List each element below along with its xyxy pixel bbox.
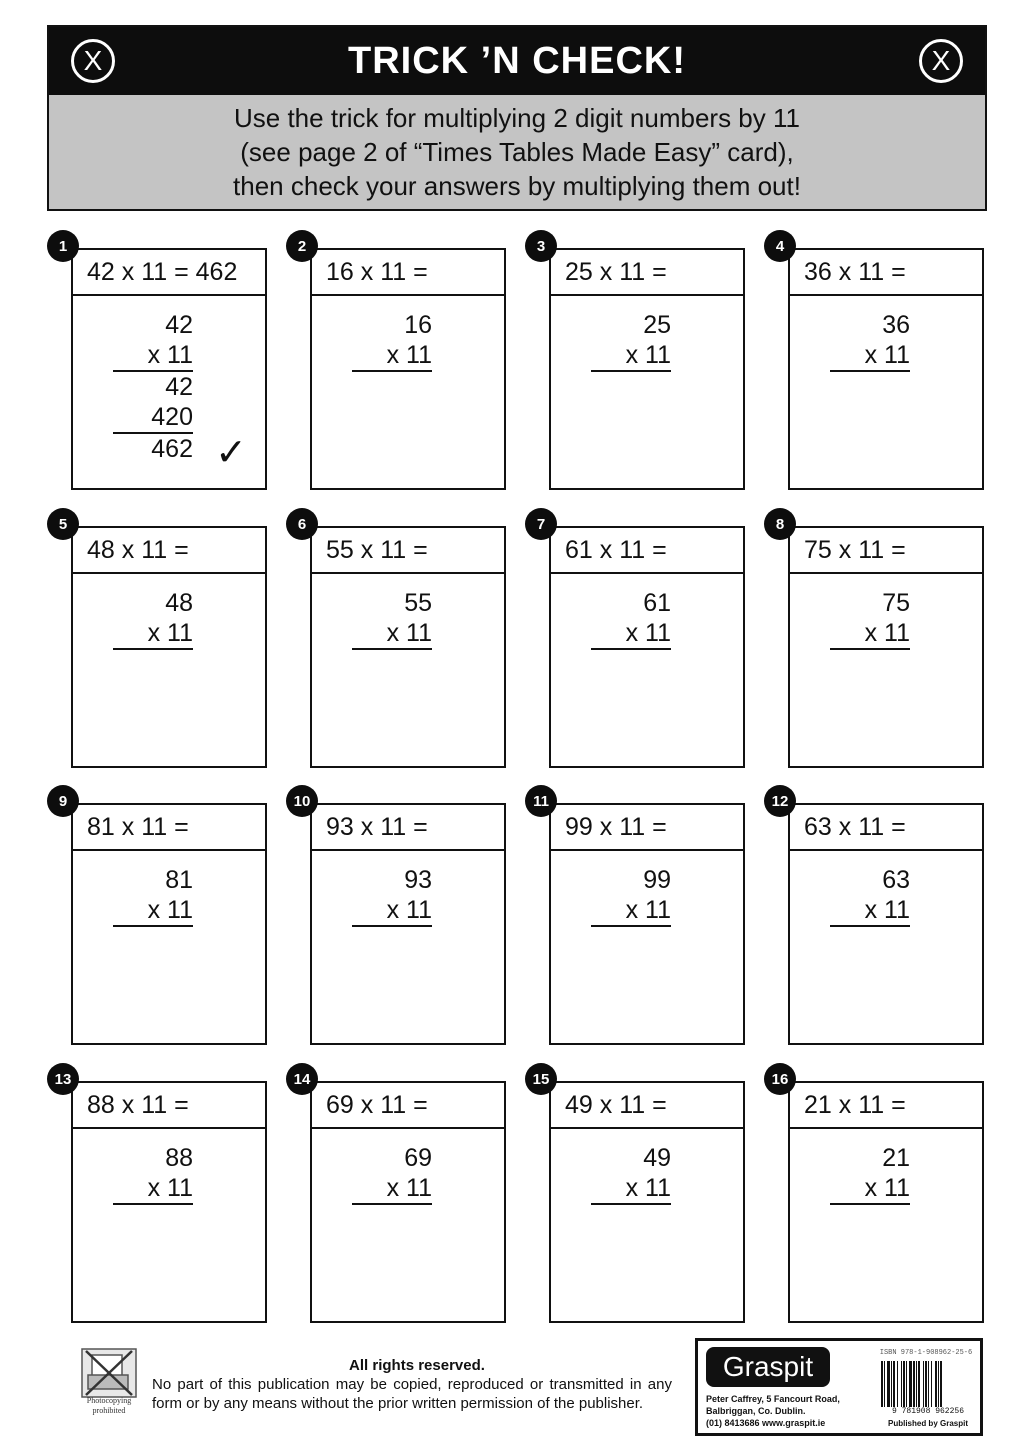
instruction-line: then check your answers by multiplying them out! <box>233 171 801 201</box>
x-badge-right-icon: X <box>919 39 963 83</box>
working-line: 21 <box>882 1144 910 1172</box>
exercise-number: 15 <box>525 1063 557 1095</box>
working-line: 99 <box>643 866 671 894</box>
isbn-label: ISBN 978-1-908962-25-6 <box>879 1349 973 1357</box>
working-column <box>352 1143 432 1205</box>
publisher-address <box>706 1393 866 1429</box>
working-column <box>830 1143 910 1205</box>
working-line: x 11 <box>113 340 193 372</box>
working-line: x 11 <box>352 1173 432 1205</box>
exercise-question: 99 x 11 = <box>551 805 743 851</box>
working-line: x 11 <box>830 340 910 372</box>
working-line: 63 <box>882 866 910 894</box>
exercise-card <box>58 515 267 768</box>
working-line: x 11 <box>591 618 671 650</box>
working-line: x 11 <box>591 895 671 927</box>
working-line: 42 <box>165 373 193 401</box>
answer-box[interactable] <box>788 1081 984 1323</box>
barcode-bar <box>881 1361 883 1407</box>
answer-box[interactable] <box>71 248 267 490</box>
answer-box[interactable] <box>549 248 745 490</box>
exercise-number: 11 <box>525 785 557 817</box>
exercise-question: 16 x 11 = <box>312 250 504 296</box>
exercise-card <box>775 515 984 768</box>
answer-box[interactable] <box>788 803 984 1045</box>
barcode-bar <box>893 1361 895 1407</box>
barcode-bar <box>906 1361 907 1407</box>
working-column <box>113 310 193 464</box>
barcode-bar <box>903 1361 905 1407</box>
exercise-number: 8 <box>764 508 796 540</box>
working-line: x 11 <box>591 340 671 372</box>
photocopy-label: Photocopying prohibited <box>86 1396 132 1415</box>
exercise-card <box>775 237 984 490</box>
barcode-bar <box>938 1361 939 1407</box>
barcode-number: 9 781908 962256 <box>891 1407 964 1416</box>
working-line: 48 <box>165 589 193 617</box>
check-mark-icon: ✓ <box>215 430 247 474</box>
answer-box[interactable] <box>71 803 267 1045</box>
working-column <box>591 588 671 650</box>
barcode-bar <box>935 1361 937 1407</box>
answer-box[interactable] <box>71 1081 267 1323</box>
barcode-bar <box>925 1361 927 1407</box>
answer-box[interactable] <box>310 1081 506 1323</box>
exercise-question: 36 x 11 = <box>790 250 982 296</box>
x-badge-left-icon: X <box>71 39 115 83</box>
exercise-question: 88 x 11 = <box>73 1083 265 1129</box>
rights-body: No part of this publication may be copied, reproduced or transmitted in any form or by any means without the prior written permission of the publisher. <box>152 1376 672 1412</box>
working-column <box>591 1143 671 1205</box>
exercise-question: 55 x 11 = <box>312 528 504 574</box>
rights-title: All rights reserved. <box>349 1357 485 1374</box>
barcode-bar <box>918 1361 920 1407</box>
answer-box[interactable] <box>71 526 267 768</box>
answer-box[interactable] <box>310 803 506 1045</box>
instruction-line: (see page 2 of “Times Tables Made Easy” card), <box>240 137 794 167</box>
working-line: x 11 <box>113 1173 193 1205</box>
exercise-card <box>297 237 506 490</box>
barcode-bar <box>909 1361 912 1407</box>
exercise-question: 61 x 11 = <box>551 528 743 574</box>
exercise-card <box>58 792 267 1045</box>
exercise-card <box>293 1070 506 1323</box>
working-line: x 11 <box>352 895 432 927</box>
working-line: 462 <box>151 435 193 463</box>
working-column <box>113 1143 193 1205</box>
answer-box[interactable] <box>310 248 506 490</box>
working-line: 88 <box>165 1144 193 1172</box>
barcode-bar <box>923 1361 924 1407</box>
exercise-number: 1 <box>47 230 79 262</box>
working-column <box>591 310 671 372</box>
working-line: 25 <box>643 311 671 339</box>
working-line: 42 <box>165 311 193 339</box>
barcode-bar <box>931 1361 932 1407</box>
exercise-number: 6 <box>286 508 318 540</box>
working-line: x 11 <box>352 340 432 372</box>
working-line: 61 <box>643 589 671 617</box>
instruction-line: Use the trick for multiplying 2 digit numbers by 11 <box>234 103 800 133</box>
publisher-box <box>695 1338 983 1436</box>
working-line: x 11 <box>830 895 910 927</box>
exercise-question: 75 x 11 = <box>790 528 982 574</box>
working-column <box>830 310 910 372</box>
working-line: 16 <box>404 311 432 339</box>
working-line: x 11 <box>830 1173 910 1205</box>
barcode-bar <box>940 1361 942 1407</box>
working-line: 81 <box>165 866 193 894</box>
address-line: Peter Caffrey, 5 Fancourt Road, <box>706 1394 840 1404</box>
exercise-card <box>771 1070 984 1323</box>
instructions <box>49 95 985 209</box>
answer-box[interactable] <box>788 526 984 768</box>
address-line: Balbriggan, Co. Dublin. <box>706 1406 806 1416</box>
answer-box[interactable] <box>310 526 506 768</box>
barcode-bar <box>916 1361 917 1407</box>
exercise-number: 16 <box>764 1063 796 1095</box>
answer-box[interactable] <box>788 248 984 490</box>
exercise-number: 7 <box>525 508 557 540</box>
exercise-question: 81 x 11 = <box>73 805 265 851</box>
exercise-question: 63 x 11 = <box>790 805 982 851</box>
barcode-bar <box>897 1361 898 1407</box>
working-column <box>113 865 193 927</box>
exercise-number: 9 <box>47 785 79 817</box>
working-column <box>113 588 193 650</box>
answer-box[interactable] <box>549 803 745 1045</box>
working-line: x 11 <box>352 618 432 650</box>
exercise-card <box>536 515 745 768</box>
published-by: Published by Graspit <box>887 1419 968 1428</box>
working-line: x 11 <box>830 618 910 650</box>
exercise-card <box>536 237 745 490</box>
page-title: TRICK ’N CHECK! <box>348 39 686 82</box>
exercise-number: 2 <box>286 230 318 262</box>
working-line: 69 <box>404 1144 432 1172</box>
graspit-logo: Graspit <box>706 1347 830 1387</box>
working-column <box>830 588 910 650</box>
exercise-card <box>297 515 506 768</box>
working-line: x 11 <box>113 618 193 650</box>
exercise-question: 48 x 11 = <box>73 528 265 574</box>
barcode-bar <box>887 1361 890 1407</box>
working-column <box>591 865 671 927</box>
working-line: 75 <box>882 589 910 617</box>
barcode-icon <box>880 1361 976 1407</box>
exercise-question: 49 x 11 = <box>551 1083 743 1129</box>
exercise-card <box>58 237 267 490</box>
worksheet-header <box>47 25 987 211</box>
address-line: (01) 8413686 www.graspit.ie <box>706 1418 826 1428</box>
answer-box[interactable] <box>549 526 745 768</box>
exercise-number: 10 <box>286 785 318 817</box>
exercise-question: 21 x 11 = <box>790 1083 982 1129</box>
exercise-card <box>532 1070 745 1323</box>
barcode-bar <box>901 1361 902 1407</box>
exercise-question: 93 x 11 = <box>312 805 504 851</box>
working-line: x 11 <box>591 1173 671 1205</box>
working-column <box>352 865 432 927</box>
barcode-bar <box>891 1361 892 1407</box>
barcode-bar <box>928 1361 929 1407</box>
exercise-question: 42 x 11 = 462 <box>73 250 265 296</box>
working-column <box>352 588 432 650</box>
working-column <box>352 310 432 372</box>
working-line: x 11 <box>113 895 193 927</box>
exercise-number: 12 <box>764 785 796 817</box>
exercise-question: 25 x 11 = <box>551 250 743 296</box>
exercise-question: 69 x 11 = <box>312 1083 504 1129</box>
exercise-number: 4 <box>764 230 796 262</box>
working-line: 420 <box>113 402 193 434</box>
exercise-card <box>293 792 506 1045</box>
working-line: 49 <box>643 1144 671 1172</box>
barcode-bar <box>913 1361 915 1407</box>
answer-box[interactable] <box>549 1081 745 1323</box>
working-line: 55 <box>404 589 432 617</box>
exercise-card <box>533 792 745 1045</box>
exercise-card <box>54 1070 267 1323</box>
title-bar <box>49 27 985 95</box>
exercise-number: 5 <box>47 508 79 540</box>
exercise-number: 13 <box>47 1063 79 1095</box>
working-line: 93 <box>404 866 432 894</box>
barcode-bar <box>884 1361 885 1407</box>
working-line: 36 <box>882 311 910 339</box>
exercise-number: 3 <box>525 230 557 262</box>
working-column <box>830 865 910 927</box>
rights-notice <box>152 1356 672 1413</box>
exercise-number: 14 <box>286 1063 318 1095</box>
exercise-card <box>771 792 984 1045</box>
